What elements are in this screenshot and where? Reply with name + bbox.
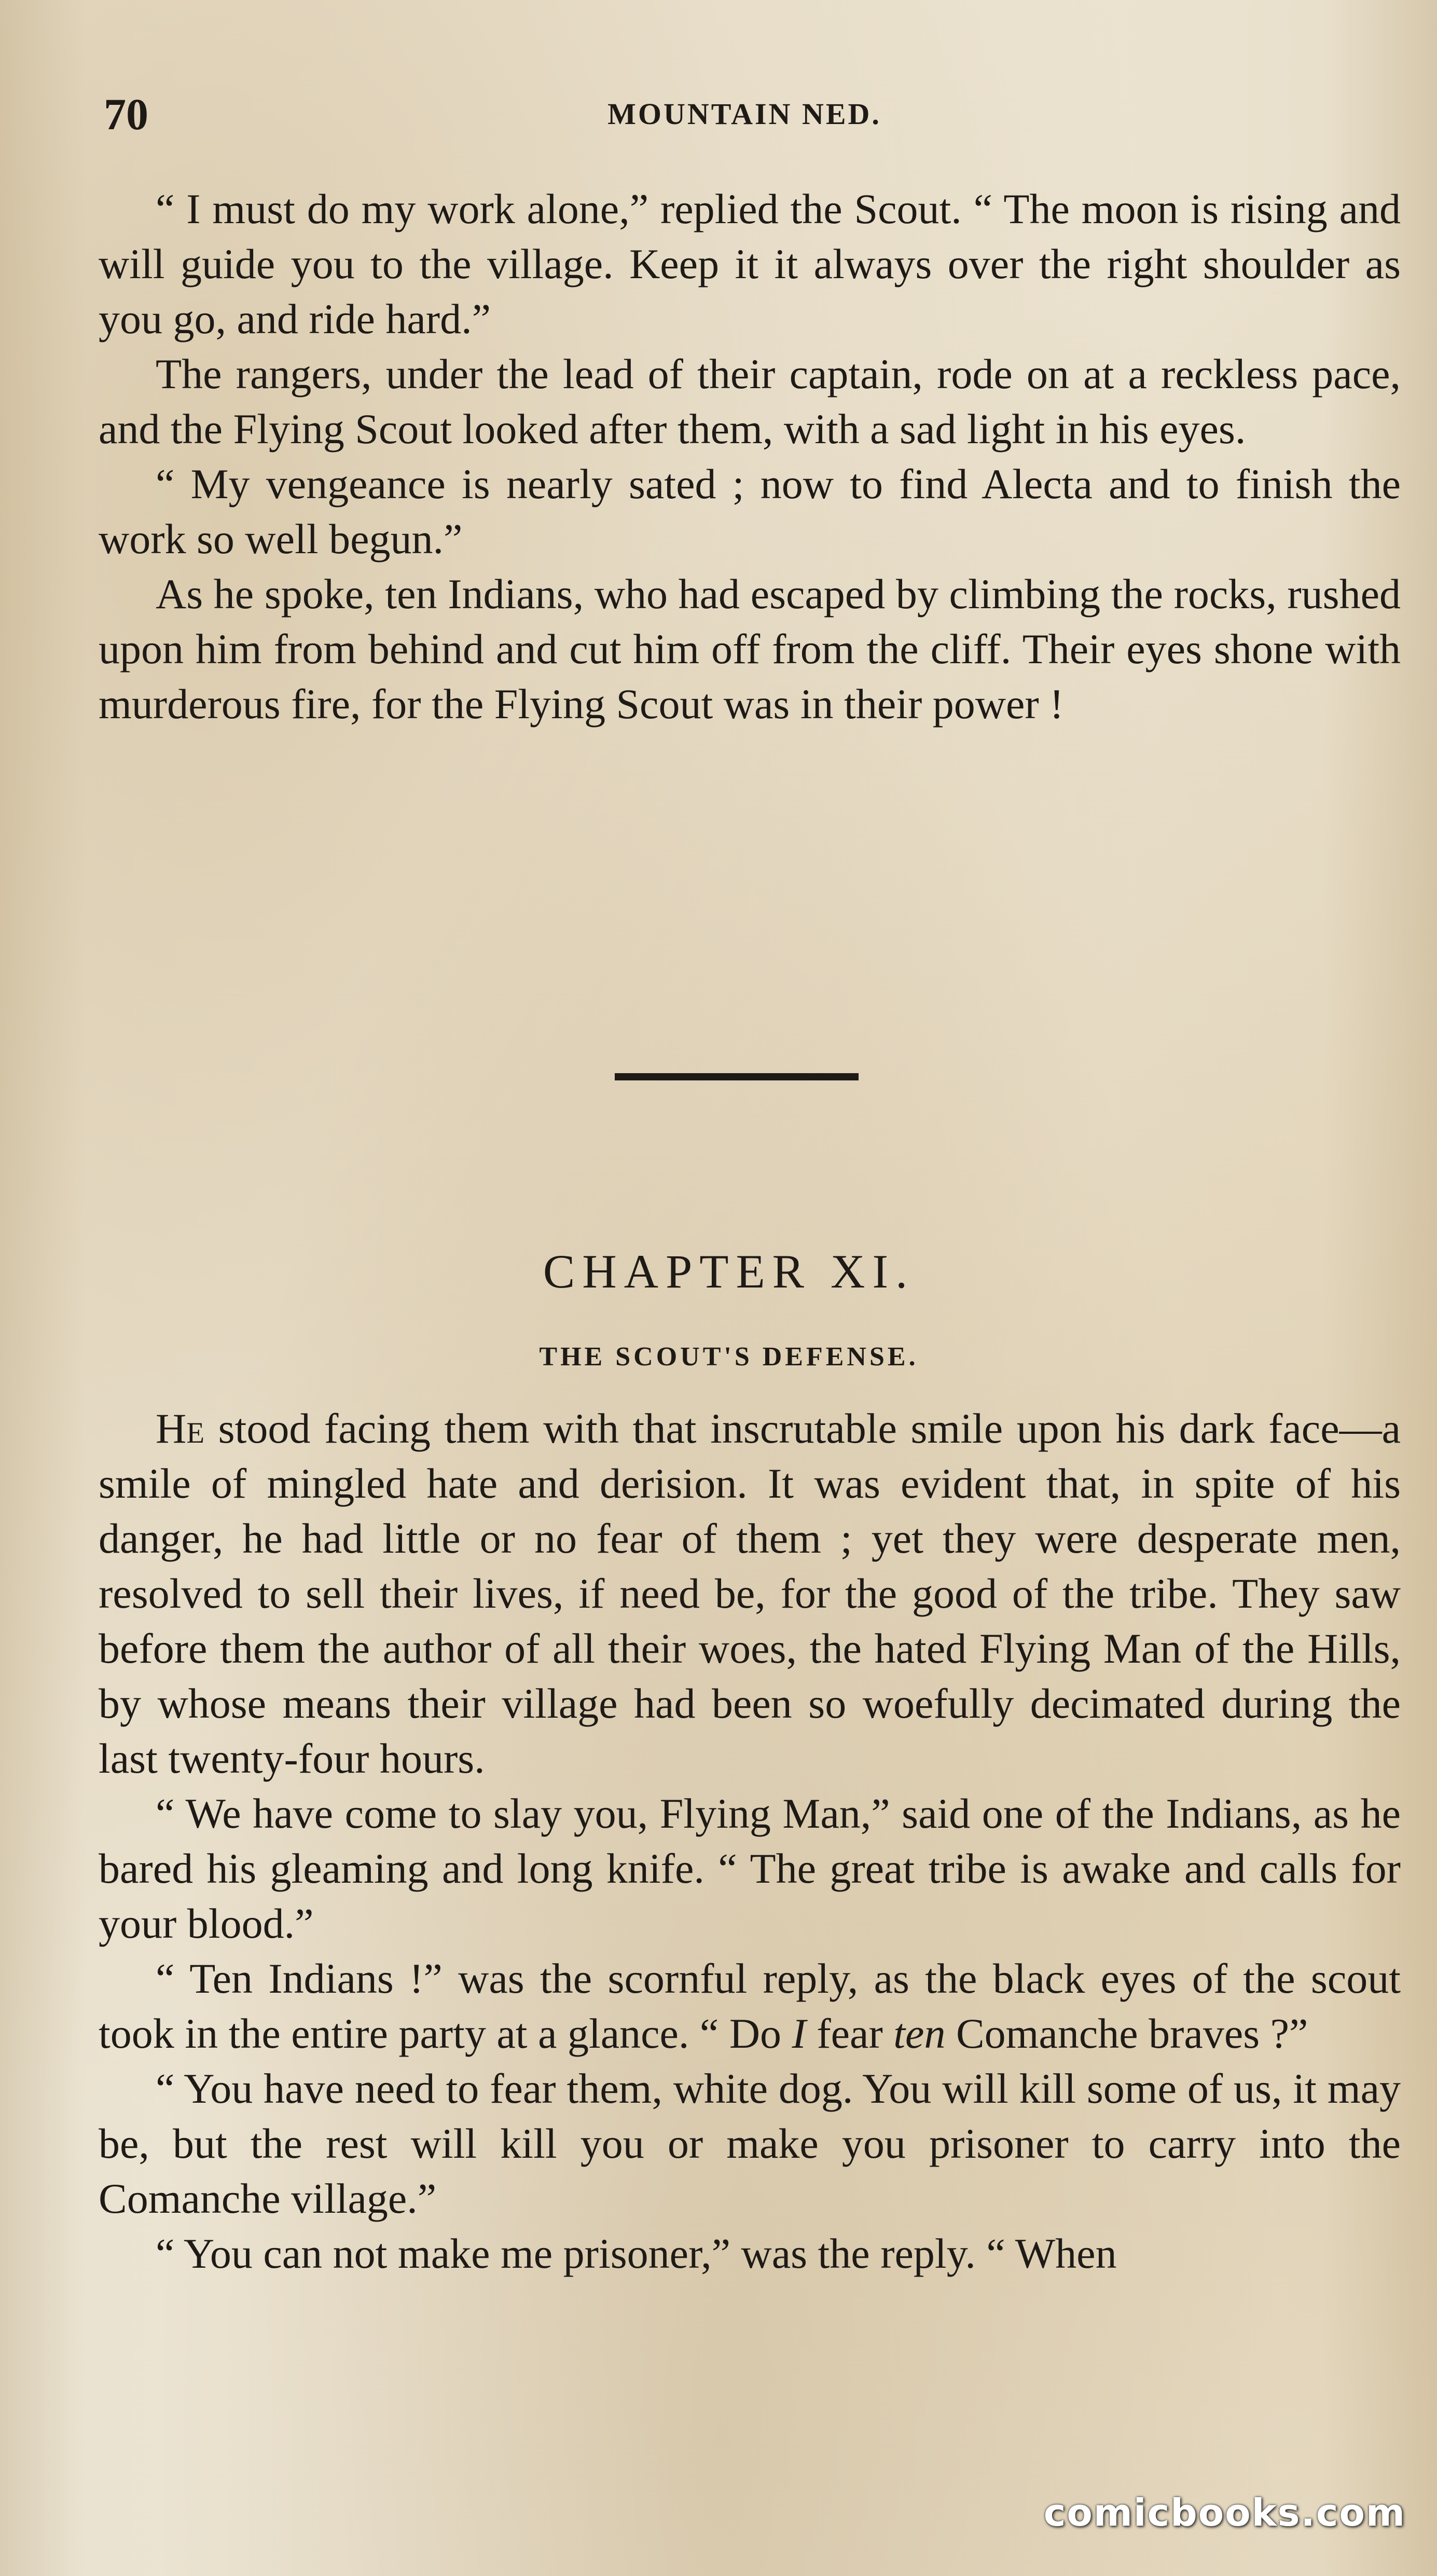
paragraph: “ You can not make me prisoner,” was the reply. “ When	[156, 2230, 1117, 2277]
section-divider-rule	[615, 1073, 859, 1080]
paragraph: “ My vengeance is nearly sated ; now to find Alecta and to finish the work so well begun.”	[99, 460, 1401, 563]
paragraph: “ We have come to slay you, Flying Man,” said one of the Indians, as he bared his gleaming and long knife. “ The great tribe is awake and calls for your blood.”	[99, 1790, 1401, 1947]
paragraph-text: stood facing them with that inscrutable smile upon his dark face—a smile of mingled hate and derision. It was evident that, in spite of his danger, he had little or no fear of them ; yet they were desperate men, resolved to sell their lives, if need be, for the good of the tribe. They saw before them the author of all their woes, the hated Flying Man of the Hills, by whose means their village had been so woefully decimated during the last twenty-four hours.	[99, 1405, 1401, 1782]
paragraph: “ You have need to fear them, white dog. You will kill some of us, it may be, but the rest will kill you or make you prisoner to carry into the Comanche village.”	[99, 2065, 1401, 2222]
page-header	[104, 83, 1385, 145]
paragraph-text: fear	[806, 2010, 894, 2057]
paragraph: “ I must do my work alone,” replied the Scout. “ The moon is rising and will guide you to the village. Keep it it always over the right shoulder as you go, and ride hard.”	[99, 185, 1401, 342]
paragraph-text: “ Ten Indians !” was the scornful reply, as the black eyes of the scout took in the entire party at a glance. “ Do	[99, 1955, 1401, 2057]
paragraph	[99, 1951, 1401, 2061]
chapter-text-block	[99, 1401, 1401, 2281]
emphasis-text: ten	[893, 2010, 946, 2057]
paragraph-text: Comanche braves ?”	[945, 2010, 1308, 2057]
drop-word: He	[156, 1405, 205, 1452]
chapter-subtitle: THE SCOUT'S DEFENSE.	[539, 1342, 919, 1372]
watermark: comicbooks.com	[1043, 2491, 1406, 2534]
paragraph	[99, 1401, 1401, 1786]
running-head: MOUNTAIN NED.	[607, 97, 881, 131]
top-text-block	[99, 182, 1401, 732]
emphasis-text: I	[792, 2010, 806, 2057]
page-number: 70	[104, 89, 148, 139]
paragraph: As he spoke, ten Indians, who had escaped by climbing the rocks, rushed upon him from behind and cut him off from the cliff. Their eyes shone with murderous fire, for the Flying Scout was in their power !	[99, 570, 1401, 728]
chapter-title: CHAPTER XI.	[543, 1245, 915, 1298]
paragraph: The rangers, under the lead of their captain, rode on at a reckless pace, and the Flying Scout looked after them, with a sad light in his eyes.	[99, 350, 1401, 453]
